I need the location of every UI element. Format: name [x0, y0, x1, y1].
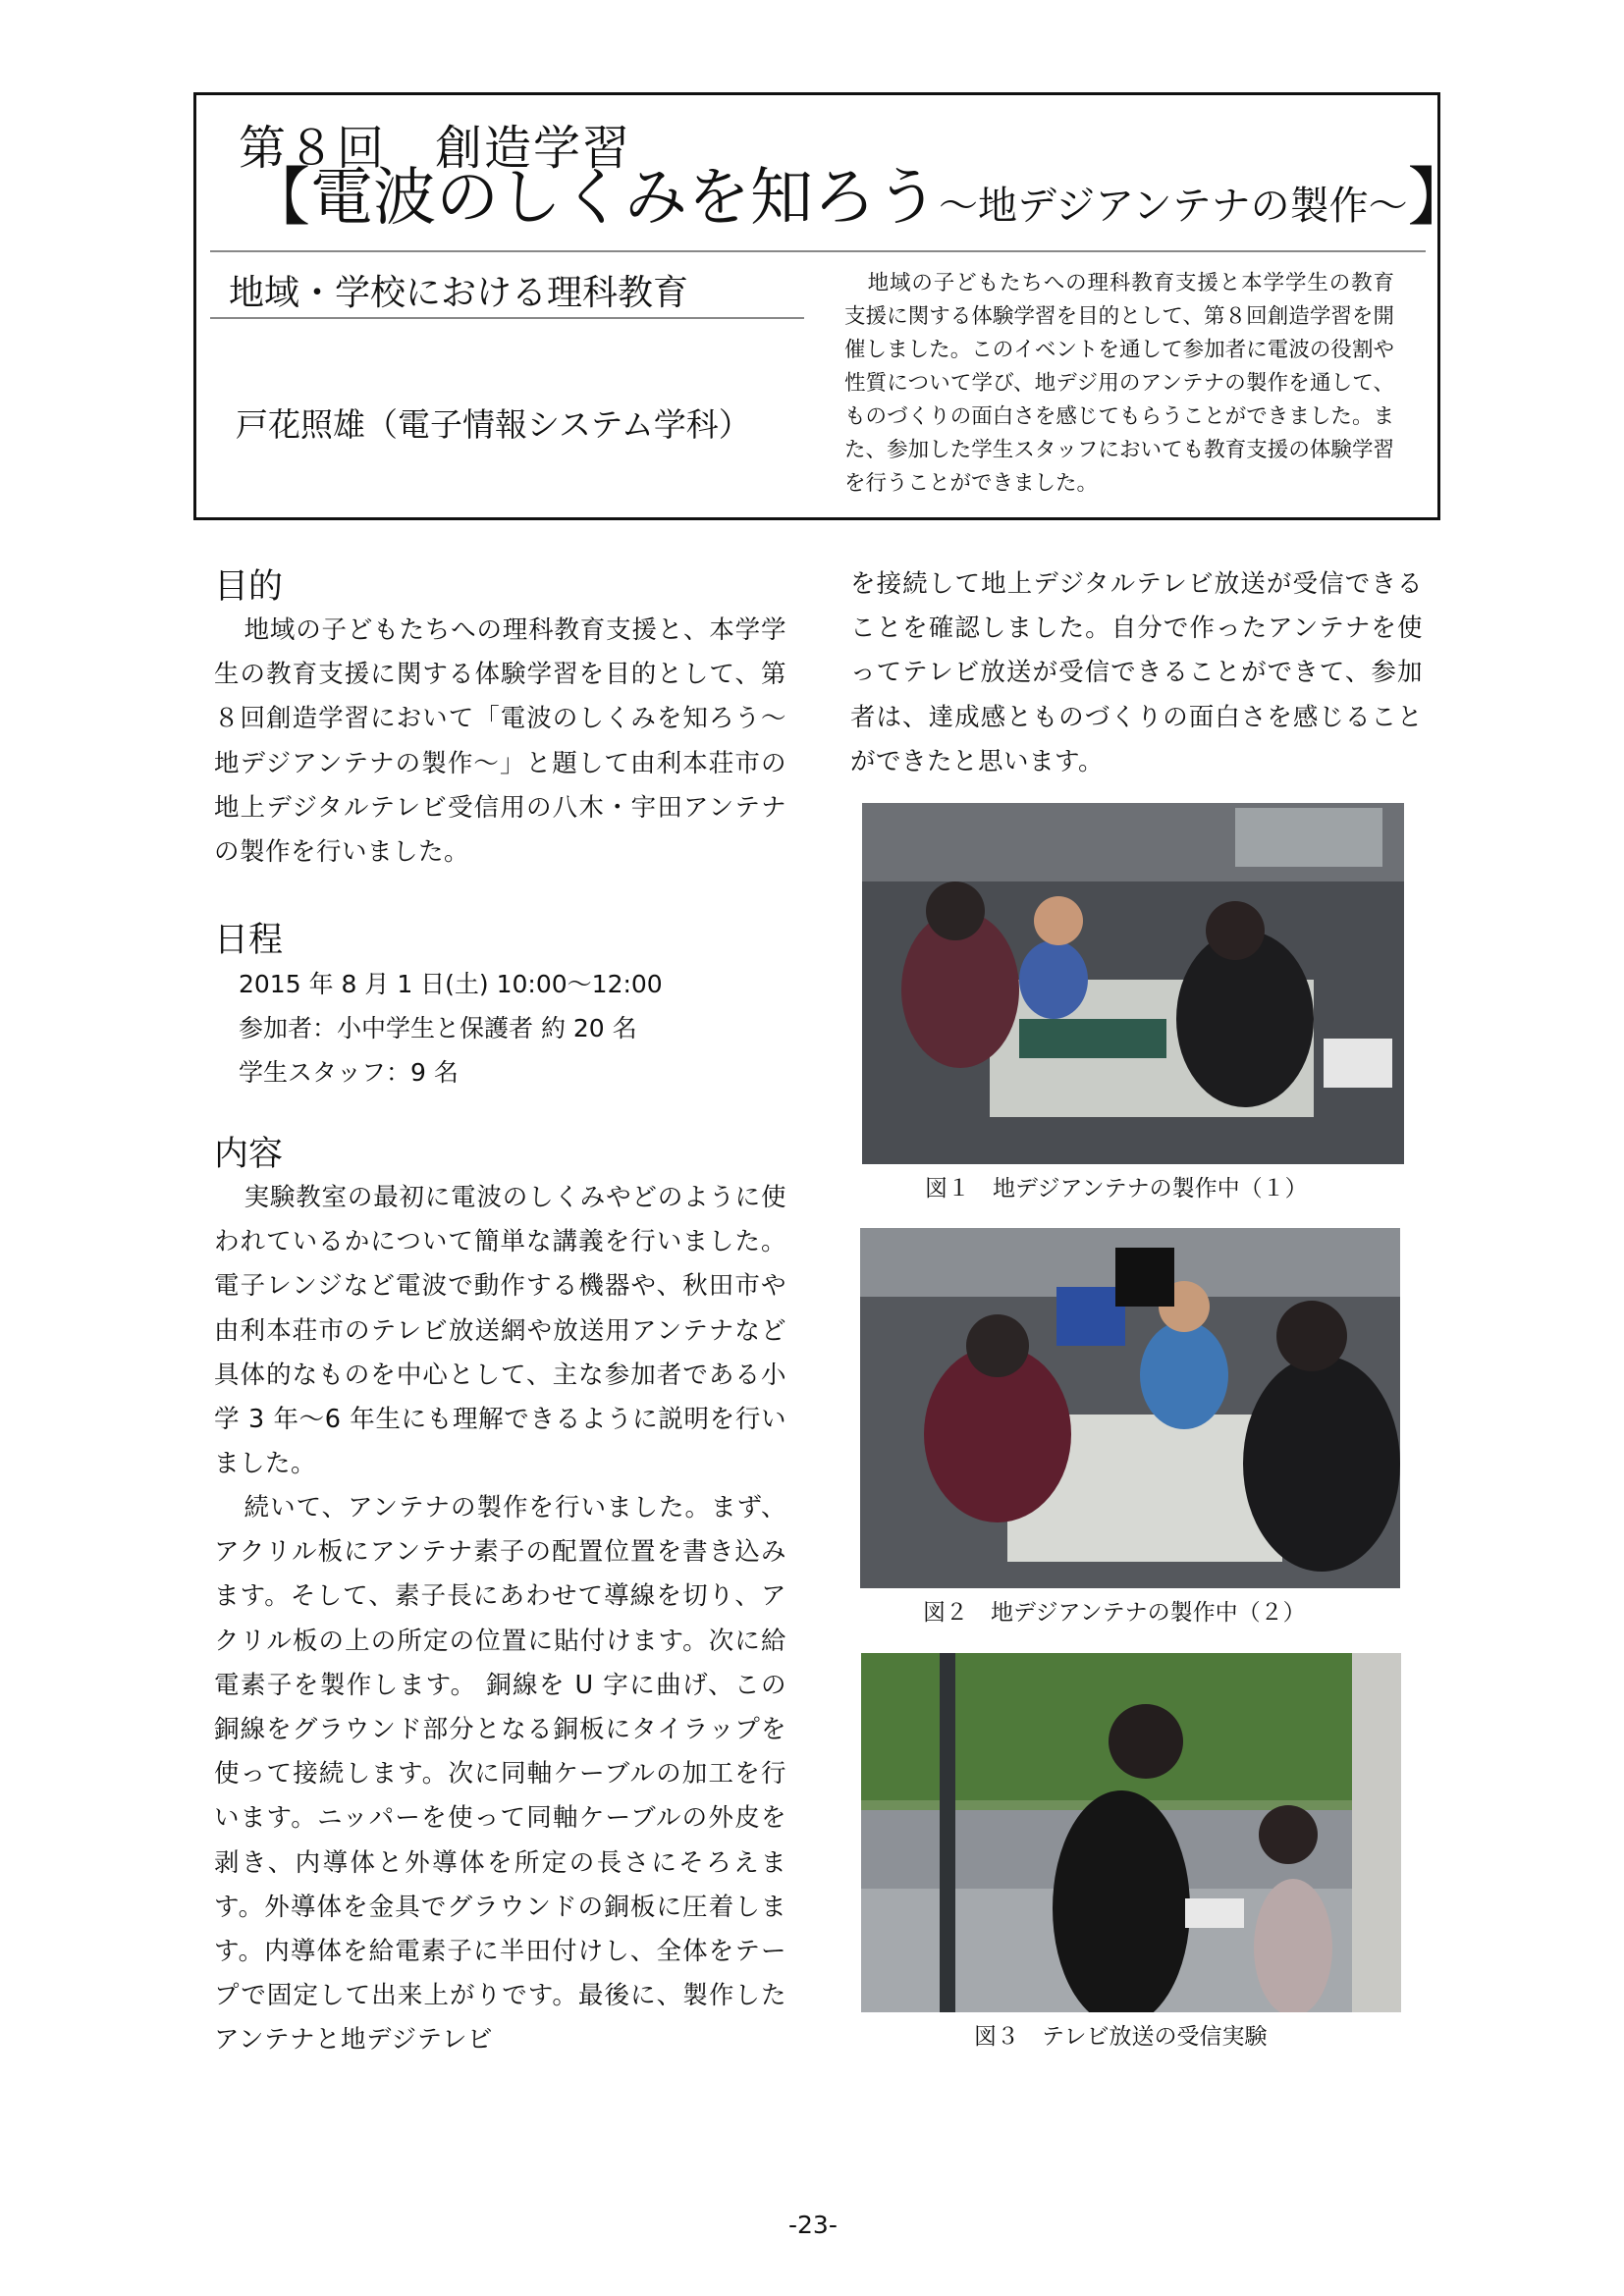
section-field: 地域・学校における理科教育 — [229, 273, 689, 313]
page-number: -23- — [788, 2211, 838, 2239]
title-subtitle: ～地デジアンテナの製作～ — [939, 184, 1408, 229]
workshop-photo-image — [862, 803, 1404, 1164]
purpose-text: 地域の子どもたちへの理科教育支援と、本学学生の教育支援に関する体験学習を目的として、第８回創造学習において「電波のしくみを知ろう～地デジアンテナの製作～」と題して由利本荘市の地上デジタルテレビ受信用の八木・宇田アンテナの製作を行いました。 — [214, 615, 786, 868]
abstract: 地域の子どもたちへの理科教育支援と本学学生の教育支援に関する体験学習を目的として、第８回創造学習を開催しました。このイベントを通して参加者に電波の役割や性質について学び、地デジ用のアンテナの製作を通して、ものづくりの面白さを感じてもらうことができました。また、参加した学生スタッフにおいても教育支援の体験学習を行うことができました。 — [844, 271, 1394, 496]
field-divider — [210, 317, 804, 319]
content-heading: 内容 — [214, 1135, 284, 1174]
figure-2-caption: 図２ 地デジアンテナの製作中（２） — [923, 1600, 1306, 1626]
content-paragraph-2: 続いて、アンテナの製作を行いました。まず、アクリル板にアンテナ素子の配置位置を書き込みます。そして、素子長にあわせて導線を切り、アクリル板の上の所定の位置に貼付けます。次に給電素子を製作します。 銅線を U 字に曲げ、この銅線をグラウンド部分となる銅板にタイラップを使って接続します。次に同軸ケーブルの加工を行います。ニッパーを使って同軸ケーブルの外皮を剥き、内導体と外導体を所定の長さにそろえます。外導体を金具でグラウンドの銅板に圧着します。内導体を給電素子に半田付けし、全体をテープで固定して出来上がりです。最後に、製作したアンテナと地デジテレビ — [214, 1493, 786, 2056]
schedule-staff: 学生スタッフ：9 名 — [239, 1058, 459, 1087]
figure-3-caption: 図３ テレビ放送の受信実験 — [974, 2024, 1268, 2050]
content-paragraph-3: を接続して地上デジタルテレビ放送が受信できることを確認しました。自分で作ったアンテナを使ってテレビ放送が受信できることができて、参加者は、達成感とものづくりの面白さを感じることができたと思います。 — [850, 569, 1423, 776]
workshop-photo-image — [860, 1228, 1400, 1588]
figure-1-caption: 図１ 地デジアンテナの製作中（１） — [925, 1176, 1308, 1201]
purpose-heading: 目的 — [214, 567, 284, 607]
author: 戸花照雄（電子情報システム学科） — [236, 405, 751, 444]
schedule-participants: 参加者：小中学生と保護者 約 20 名 — [239, 1014, 637, 1042]
article-title — [247, 162, 1471, 235]
title-close-bracket: 】 — [1407, 162, 1471, 235]
figure-2-photo — [860, 1228, 1400, 1588]
title-main: 【電波のしくみを知ろう — [247, 162, 939, 235]
schedule-date: 2015 年 8 月 1 日(土) 10:00～12:00 — [239, 970, 663, 998]
schedule-heading: 日程 — [214, 921, 284, 960]
header-divider — [210, 250, 1426, 252]
figure-1-photo — [862, 803, 1404, 1164]
reception-test-photo-image — [861, 1653, 1401, 2012]
series-title: 第８回 創造学習 — [239, 121, 632, 176]
content-paragraph-1: 実験教室の最初に電波のしくみやどのように使われているかについて簡単な講義を行いました。電子レンジなど電波で動作する機器や、秋田市や由利本荘市のテレビ放送網や放送用アンテナなど具体的なものを中心として、主な参加者である小学 3 年～6 年生にも理解できるように説明を行いました。 — [214, 1183, 786, 1479]
figure-3-photo — [861, 1653, 1401, 2012]
